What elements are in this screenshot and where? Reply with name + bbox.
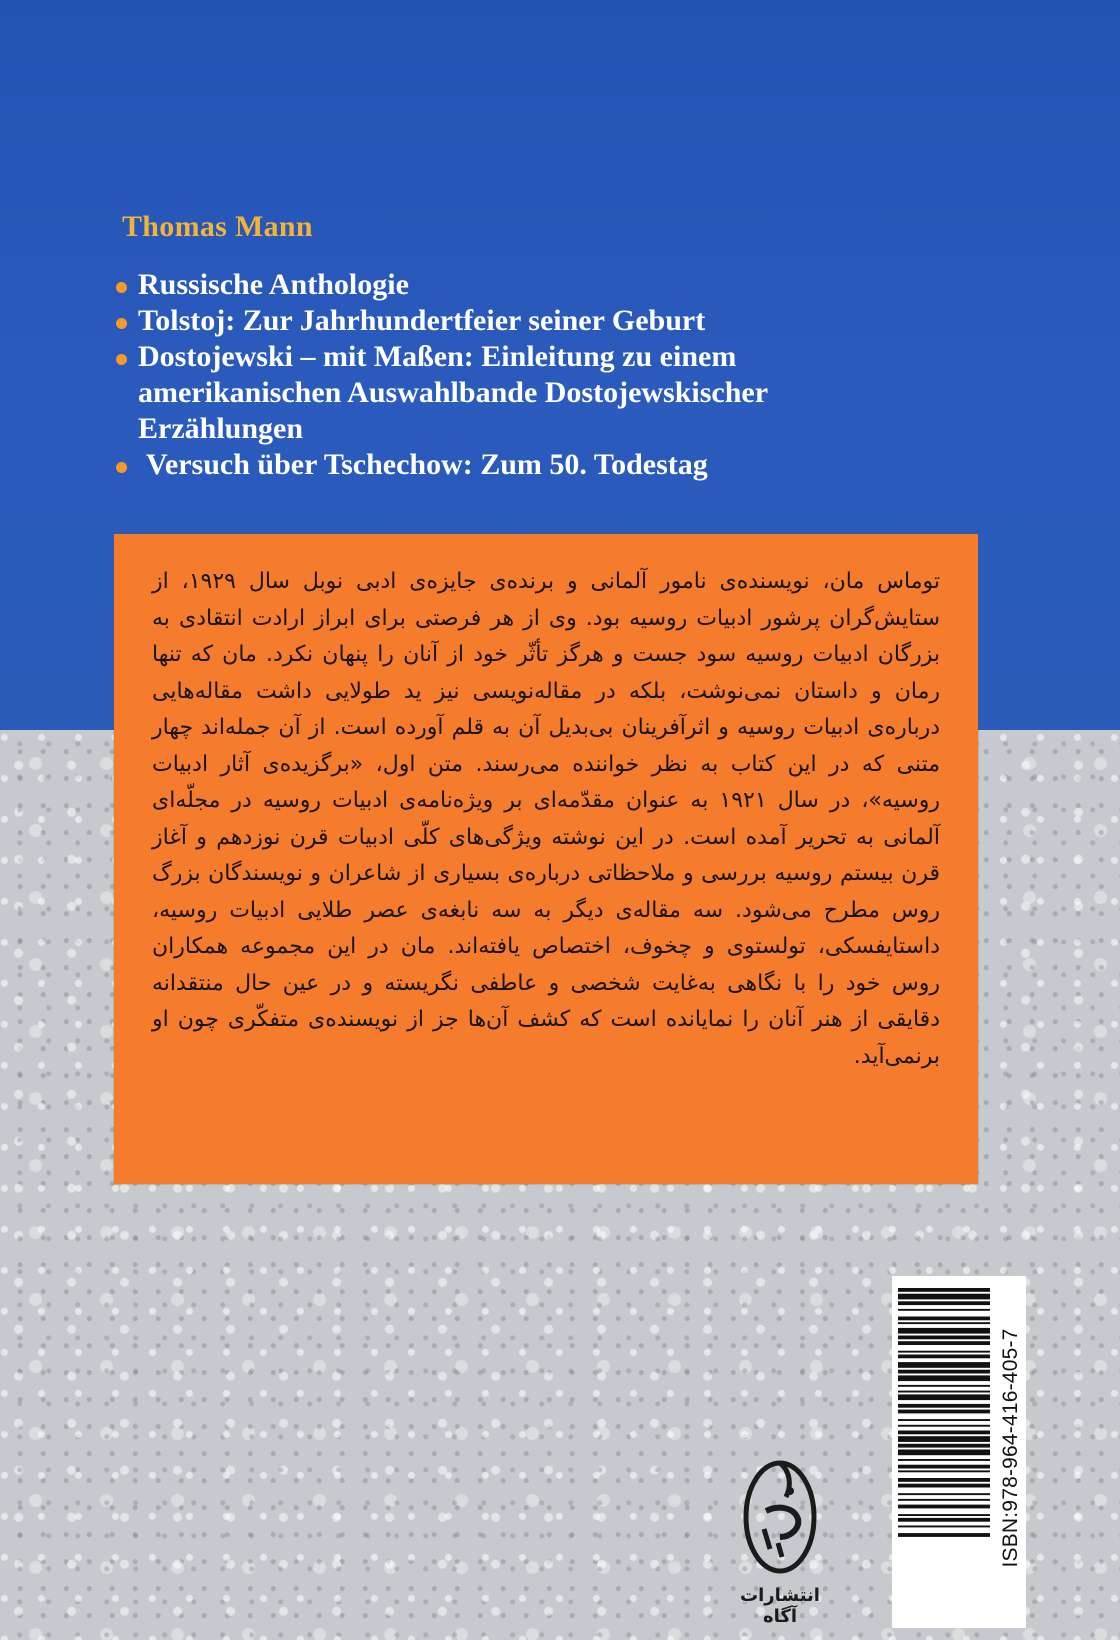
- title-text: Tolstoj: Zur Jahrhundertfeier seiner Geburt: [138, 304, 706, 337]
- publisher-block: [720, 1445, 840, 1625]
- bullet-icon: [116, 354, 127, 365]
- blurb-text: توماس مان، نویسنده‌ی نامور آلمانی و برنده‌ی جایزه‌ی ادبی نوبل سال ۱۹۲۹، از ستایش‌گران پرشور ادبیات روسیه بود. وی از هر فرصتی برای ابراز ارادت انتقادی به بزرگان ادبیات روسیه سود جست و هرگز تأثّر خود از آنان را پنهان نکرد. مان که تنها رمان و داستان نمی‌نوشت، بلکه در مقاله‌نویسی نیز ید طولایی داشت مقاله‌هایی درباره‌ی ادبیات روسیه و اثرآفرینان بی‌بدیل آن به قلم آورده است. از آن جمله‌اند چهار متنی که در این کتاب به نظر خواننده می‌رسند. متن اول، «برگزیده‌ی آثار ادبیات روسیه»، در سال ۱۹۲۱ به عنوان مقدّمه‌ای بر ویژه‌نامه‌ی ادبیات روسیه در مجلّه‌ای آلمانی به تحریر آمده است. در این نوشته ویژگی‌های کلّی ادبیات قرن نوزدهم و آغاز قرن بیستم روسیه بررسی و ملاحظاتی درباره‌ی بسیاری از شاعران و نویسندگان بزرگ روس مطرح می‌شود. سه مقاله‌ی دیگر به سه نابغه‌ی عصر طلایی ادبیات روسیه، داستایفسکی، تولستوی و چخوف، اختصاص یافته‌اند. مان در این مجموعه همکاران روس خود را با نگاهی به‌غایت شخصی و عاطفی نگریسته و در عین حال منتقدانه دقایقی از هنر آنان را نمایانده است که کشف آن‌ها جز از نویسنده‌ی متفکّری چون او برنمی‌آید.: [152, 569, 940, 1069]
- publisher-logo-icon: [720, 1445, 840, 1585]
- title-text: Erzählungen: [138, 412, 304, 445]
- title-item: [116, 340, 876, 374]
- title-item: [116, 304, 876, 338]
- barcode-icon: [898, 1284, 990, 1620]
- title-item: [116, 448, 876, 482]
- title-continuation: [116, 412, 876, 446]
- bullet-icon: [116, 462, 127, 473]
- bullet-icon: [116, 318, 127, 329]
- isbn-number: ISBN:978-964-416-405-7: [999, 1328, 1022, 1568]
- author-name: Thomas Mann: [122, 210, 313, 243]
- title-list: [116, 268, 876, 484]
- title-text: amerikanischen Auswahlbande Dostojewskischer: [138, 376, 769, 409]
- title-text: Dostojewski – mit Maßen: Einleitung zu einem: [138, 340, 737, 373]
- barcode-label: [892, 1276, 1026, 1628]
- title-continuation: [116, 376, 876, 410]
- bullet-icon: [116, 282, 127, 293]
- title-text: Russische Anthologie: [138, 268, 409, 301]
- title-text: Versuch über Tschechow: Zum 50. Todestag: [146, 448, 708, 481]
- blurb-box: [114, 534, 978, 1184]
- publisher-name: انتشارات آگاه: [740, 1585, 820, 1627]
- title-item: [116, 268, 876, 302]
